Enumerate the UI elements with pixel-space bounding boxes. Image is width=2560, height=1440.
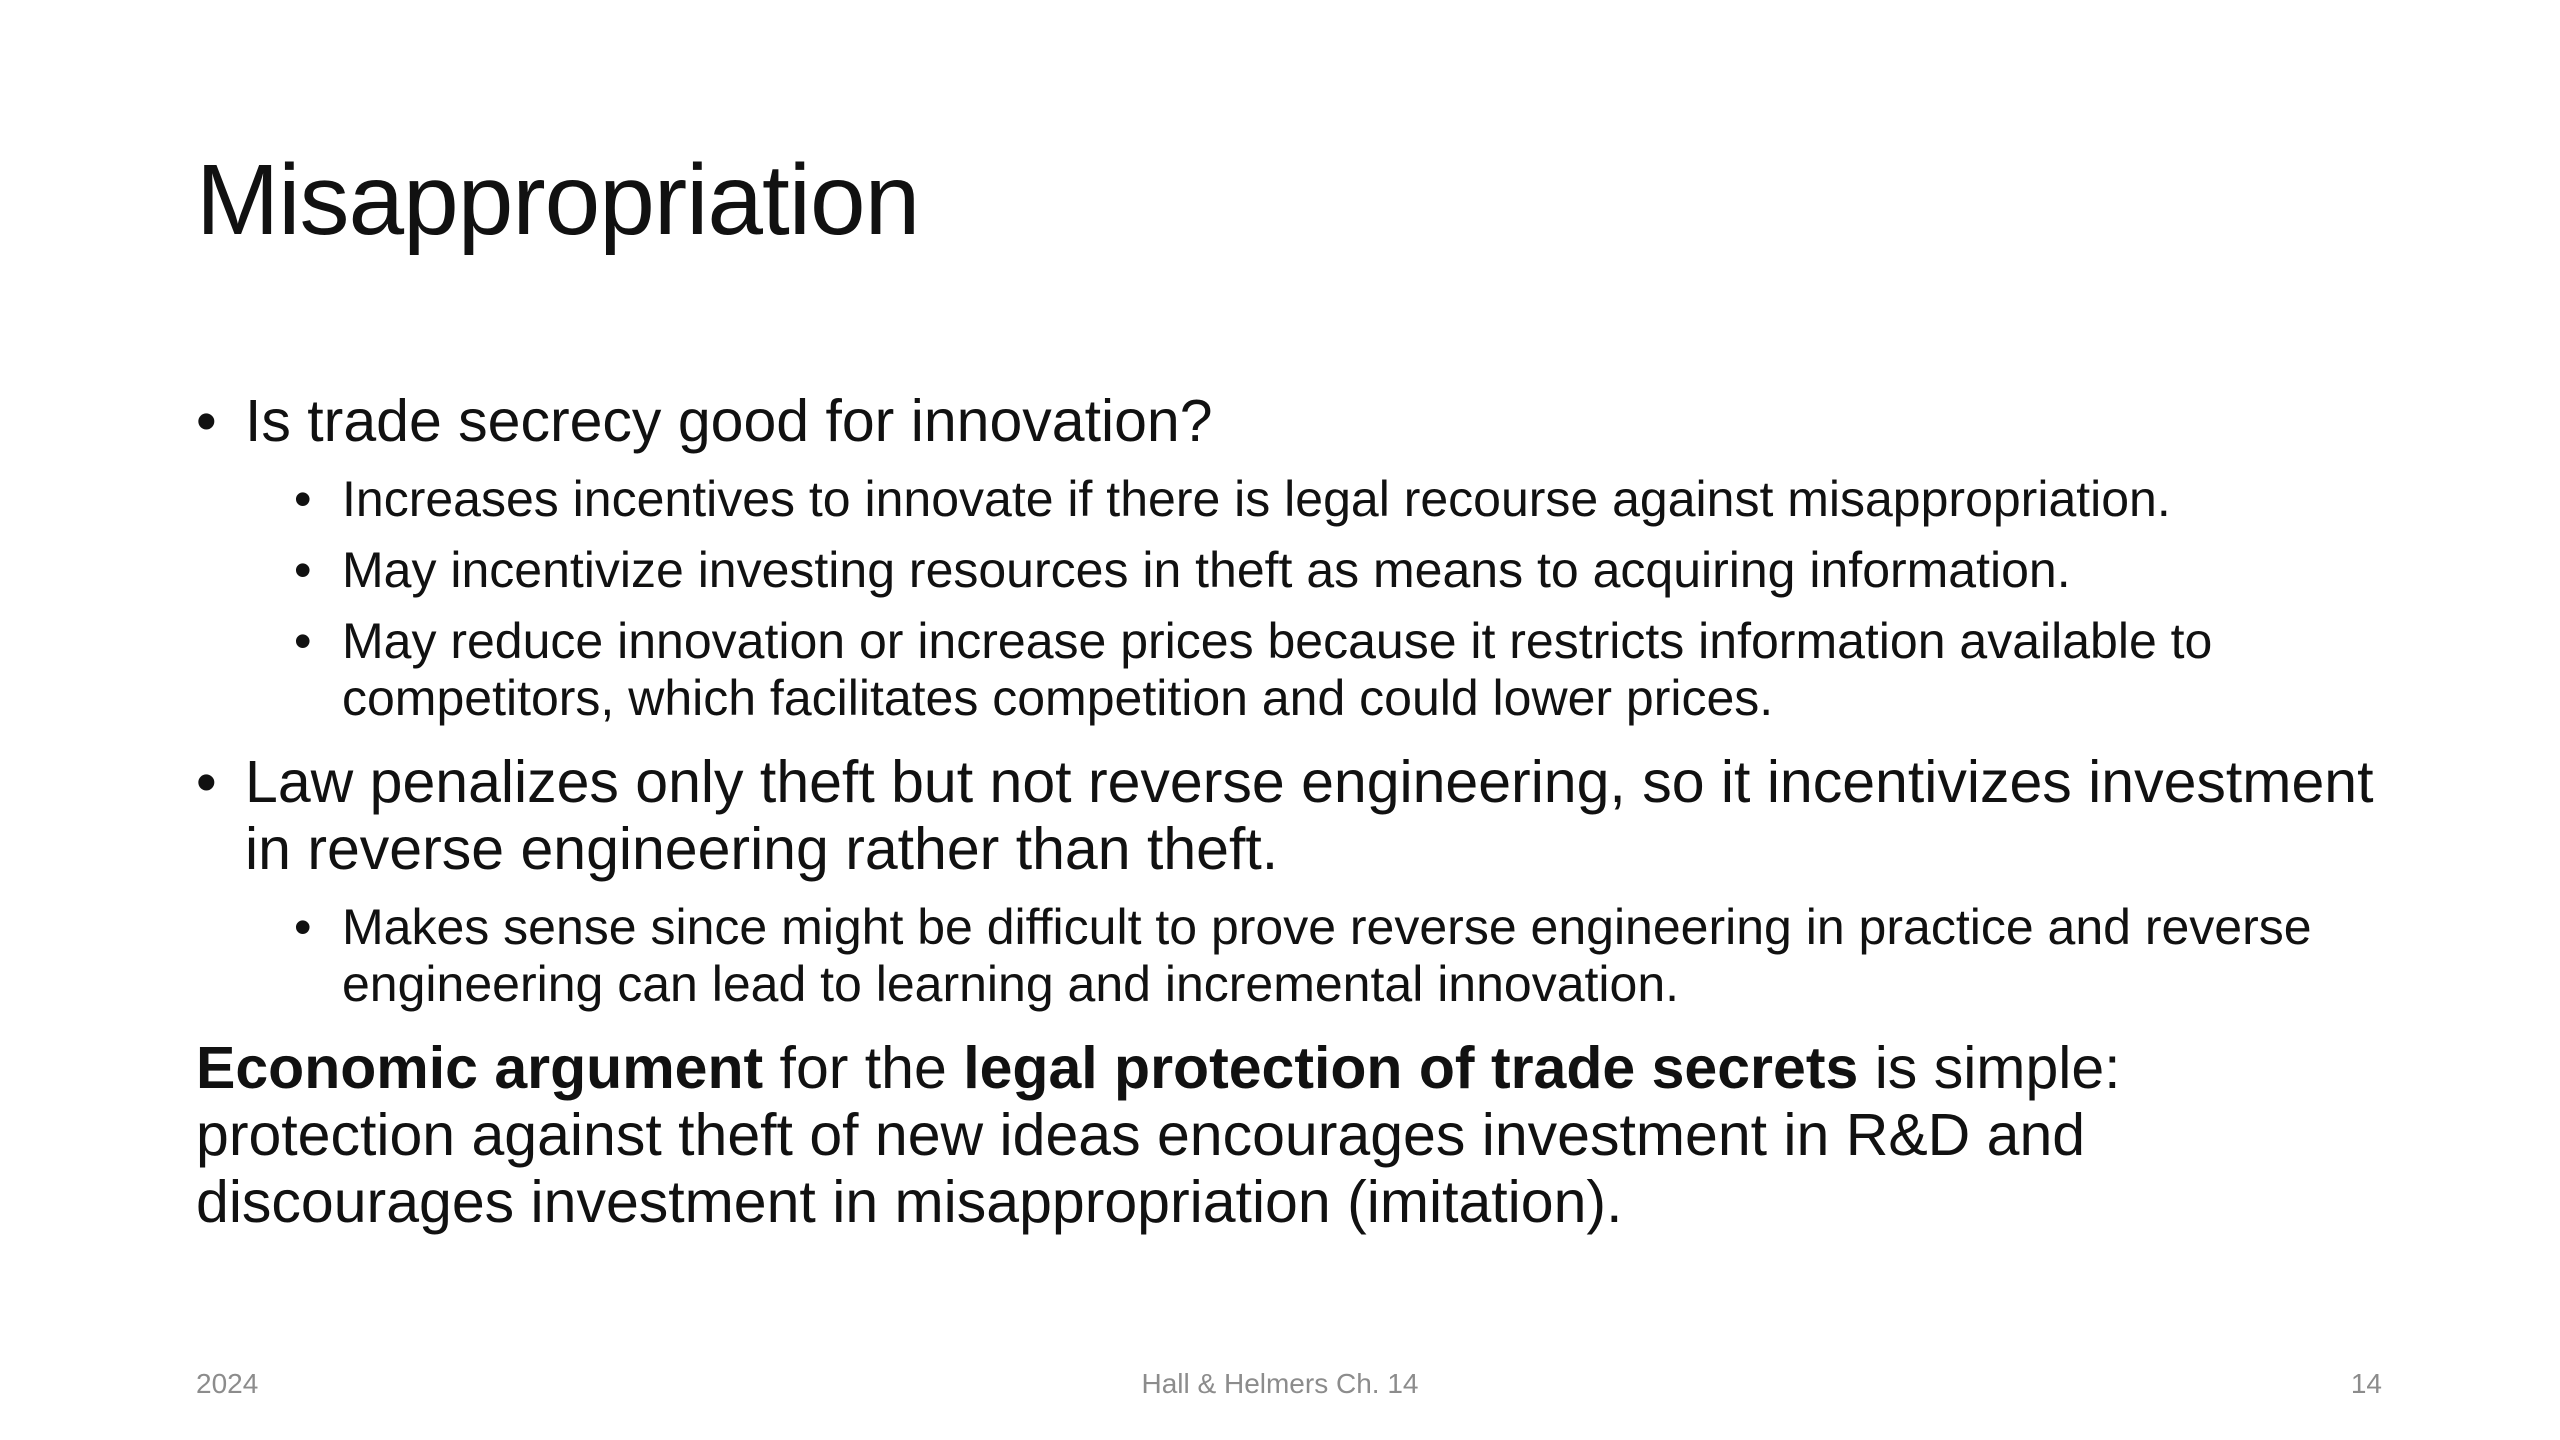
slide-body bbox=[196, 388, 2396, 1236]
bullet-level2 bbox=[196, 471, 2396, 528]
bullet-level2 bbox=[196, 542, 2396, 599]
subbullet-group bbox=[196, 471, 2396, 727]
subbullet-group bbox=[196, 899, 2396, 1013]
bullet-level1 bbox=[196, 388, 2396, 455]
bullet-level2 bbox=[196, 899, 2396, 1013]
bullet-glyph: • bbox=[196, 749, 217, 815]
bullet-glyph: • bbox=[294, 613, 312, 669]
footer-date: 2024 bbox=[196, 1368, 259, 1399]
conclusion-bold-1: Economic argument bbox=[196, 1035, 764, 1101]
footer-page-number: 14 bbox=[2350, 1368, 2382, 1399]
conclusion-text-2: for the bbox=[763, 1035, 964, 1101]
conclusion-text-4: is simple: protection against theft of new ideas encourages investment in R&D and discourages investment in misappropriation (imitation). bbox=[196, 1035, 2121, 1235]
conclusion-paragraph bbox=[196, 1035, 2376, 1236]
bullet-text: Law penalizes only theft but not reverse engineering, so it incentivizes investment in reverse engineering rather than theft. bbox=[245, 749, 2374, 882]
bullet-level2 bbox=[196, 613, 2396, 727]
footer-source: Hall & Helmers Ch. 14 bbox=[1141, 1368, 1419, 1399]
bullet-glyph: • bbox=[294, 471, 312, 527]
bullet-glyph: • bbox=[294, 899, 312, 955]
subbullet-text: Increases incentives to innovate if there is legal recourse against misappropriation. bbox=[342, 471, 2171, 527]
subbullet-text: May incentivize investing resources in theft as means to acquiring information. bbox=[342, 542, 2071, 598]
bullet-level1 bbox=[196, 749, 2396, 883]
bullet-glyph: • bbox=[196, 388, 217, 454]
slide-title: Misappropriation bbox=[196, 144, 920, 256]
subbullet-text: May reduce innovation or increase prices because it restricts information available to competitors, which facilitates competition and could lower prices. bbox=[342, 613, 2213, 726]
bullet-glyph: • bbox=[294, 542, 312, 598]
subbullet-text: Makes sense since might be difficult to prove reverse engineering in practice and reverse engineering can lead to learning and incremental innovation. bbox=[342, 899, 2312, 1012]
bullet-text: Is trade secrecy good for innovation? bbox=[245, 388, 1213, 454]
conclusion-bold-3: legal protection of trade secrets bbox=[963, 1035, 1859, 1101]
